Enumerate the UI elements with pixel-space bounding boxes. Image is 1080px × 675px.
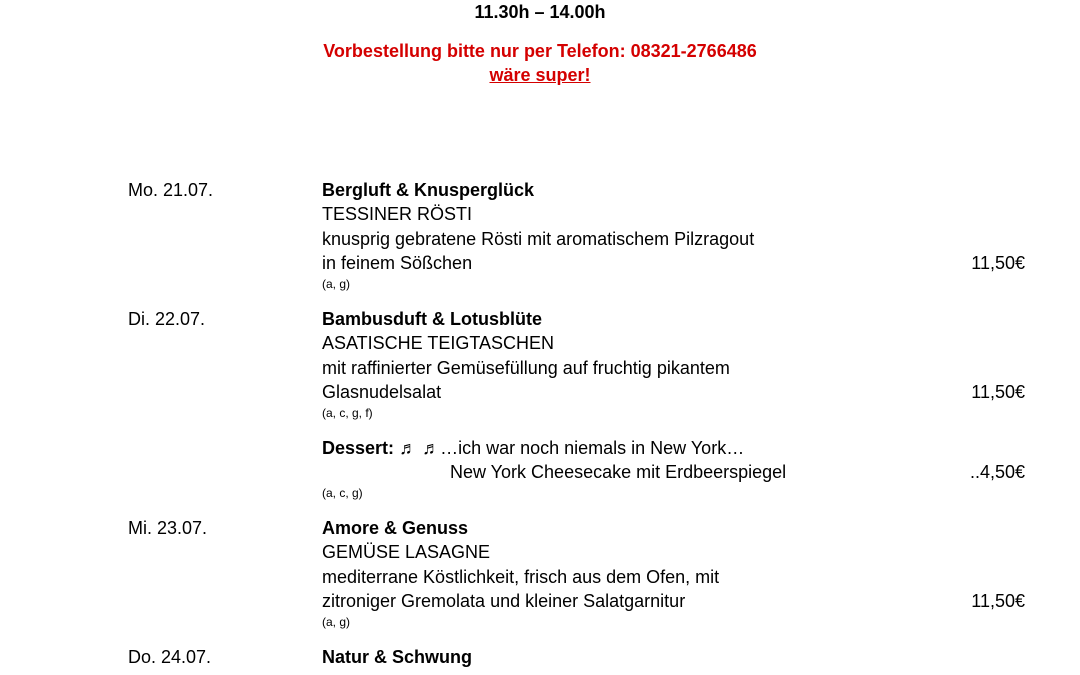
dessert-line: [322, 438, 744, 459]
menu-day: Di. 22.07.: [128, 309, 206, 329]
menu-price: 11,50€: [971, 253, 1025, 273]
dessert-price: ..4,50€: [969, 462, 1025, 482]
menu-day: Do. 24.07.: [128, 647, 212, 667]
menu-allergens: (a, c, g, f): [322, 406, 373, 420]
menu-description: in feinem Sößchen: [322, 253, 473, 273]
dessert-name: New York Cheesecake mit Erdbeerspiegel: [450, 462, 787, 482]
dessert-song: ♬ ♬…ich war noch niemals in New York…: [399, 438, 745, 458]
menu-title: Natur & Schwung: [322, 647, 473, 667]
menu-description: knusprig gebratene Rösti mit aromatischem Pilzragout: [322, 229, 755, 249]
menu-allergens: (a, g): [322, 277, 351, 291]
preorder-notice-line1: Vorbestellung bitte nur per Telefon: 08321-2766486: [323, 41, 757, 61]
menu-description: zitroniger Gremolata und kleiner Salatgarnitur: [322, 591, 686, 611]
menu-dish: GEMÜSE LASAGNE: [322, 542, 491, 562]
menu-price: 11,50€: [971, 382, 1025, 402]
menu-dish: ASATISCHE TEIGTASCHEN: [322, 333, 555, 353]
menu-description: mit raffinierter Gemüsefüllung auf fruchtig pikantem: [322, 358, 730, 378]
menu-description: mediterrane Köstlichkeit, frisch aus dem Ofen, mit: [322, 567, 720, 587]
preorder-notice: [0, 39, 1080, 87]
menu-day: Mi. 23.07.: [128, 518, 208, 538]
menu-dish: TESSINER RÖSTI: [322, 204, 473, 224]
menu-title: Amore & Genuss: [322, 518, 469, 538]
menu-description: Glasnudelsalat: [322, 382, 442, 402]
menu-title: Bergluft & Knusperglück: [322, 180, 535, 200]
dessert-allergens: (a, c, g): [322, 486, 363, 500]
preorder-notice-line2: wäre super!: [489, 65, 591, 85]
opening-hours: 11.30h – 14.00h: [474, 2, 606, 22]
menu-price: 11,50€: [971, 591, 1025, 611]
menu-allergens: (a, g): [322, 615, 351, 629]
dessert-label: Dessert:: [322, 438, 395, 458]
menu-title: Bambusduft & Lotusblüte: [322, 309, 542, 329]
menu-day: Mo. 21.07.: [128, 180, 214, 200]
